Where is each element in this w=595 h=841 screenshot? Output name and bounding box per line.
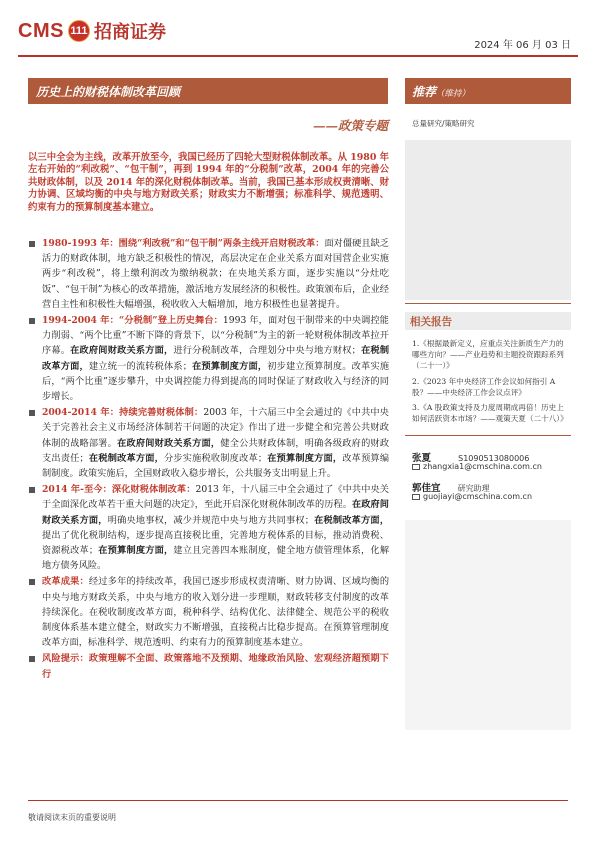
bullet-item	[28, 482, 389, 573]
logo-cms-text: CMS	[18, 19, 64, 42]
analysts-divider	[405, 435, 571, 436]
bullet-text: 进行分税制改革，合理划分中央与地方财权；	[173, 345, 361, 357]
bullet-emphasis: 在政府间财政关系方面，	[70, 345, 174, 357]
bullet-heading: 风险提示：政策理解不全面、政策落地不及预期、地缘政治风险、宏观经济超预期下行	[42, 653, 389, 680]
related-report-item[interactable]: 2.《2023 年中央经济工作会议如何指引 A 股？——中央经济工作会议点评》	[412, 376, 556, 397]
related-reports-title: 相关报告	[410, 316, 452, 328]
bullet-emphasis: 在政府间财政关系方面，	[117, 437, 221, 449]
analyst-id: S1090513080006	[458, 454, 530, 463]
bullet-emphasis: 在税制改革方面，	[313, 514, 390, 526]
bullet-text: 明确央地事权，减少并规范中央与地方共同事权；	[107, 514, 314, 526]
analyst-email[interactable]: guojiayi@cmschina.com.cn	[423, 492, 533, 501]
bullet-item	[28, 313, 389, 404]
bullet-text: 1993 年，面对包干制带来的中央调控能力削弱、“两个比重”不断下降的背景下，以“分税制”为主的新一轮财税体制改革拉开序幕。	[42, 315, 389, 357]
bullet-emphasis: 在税制改革方面，	[88, 452, 164, 464]
report-subtitle: ——政策专题	[312, 118, 388, 133]
report-date: 2024 年 06 月 03 日	[474, 40, 571, 51]
sidebar-divider	[405, 303, 571, 304]
bullet-text: 分步实施税收制度改革；	[164, 452, 268, 464]
bullet-emphasis: 在预算制度方面，	[98, 545, 174, 557]
bullet-text: 健全公共财政体制，明确各级政府的财政支出责任；	[42, 437, 390, 464]
bullet-text: 建立且完善四本账制度，健全地方债管理体系，化解地方债务风险。	[42, 545, 390, 572]
bullet-emphasis: 在政府间财政关系方面，	[42, 499, 389, 526]
email-icon	[412, 494, 420, 500]
bullet-text: 提出了优化税制结构，逐步提高直接税比重，完善地方税体系的目标，推动消费税、资源税改革；	[42, 529, 389, 557]
analyst-role: 研究助理	[457, 484, 490, 493]
bullet-text: 2003 年，十六届三中全会通过的《中共中央关于完善社会主义市场经济体制若干问题的决定》作出了进一步健全和完善公共财政体制的战略部署。	[42, 407, 389, 449]
report-category: 总量研究/策略研究	[412, 119, 475, 128]
footer-divider	[28, 800, 568, 801]
bullet-list	[28, 236, 389, 683]
analyst-1-email[interactable]	[412, 462, 542, 471]
related-reports-list	[412, 338, 568, 428]
sidebar-bottom-panel	[405, 520, 571, 730]
bullet-heading: 1980-1993 年：围绕“利改税”和“包干制”两条主线开启财税改革：	[42, 238, 325, 249]
bullet-text: 改革预算编制制度。政策实施后，全国财政收入稳步增长，公共服务支出明显上升。	[42, 452, 390, 480]
logo-cn-text: 招商证券	[93, 22, 166, 43]
report-title: 历史上的财税体制改革回顾	[36, 85, 181, 99]
header-divider	[18, 55, 578, 57]
footer-disclaimer: 敬请阅读末页的重要说明	[28, 813, 116, 822]
bullet-item	[28, 574, 389, 650]
summary-paragraph: 以三中全会为主线，改革开放至今，我国已经历了四轮大型财税体制改革。从 1980 年左右开始的“利改税”、“包干制”，再到 1994 年的“分税制”改革，2004 年的完善公共财政体制，以及 2014 年的深化财税体制改革。当前，我国已基本形成权责清晰、财力协调、区域均衡的中央与地方财政关系；财政实力不断增强；标准科学、规范透明、约束有力的预算制度基本建立。	[28, 152, 389, 213]
bullet-text: 2013 年，十八届三中全会通过了《中共中央关于全面深化改革若干重大问题的决定》，至此开启深化财税体制改革的历程。	[42, 484, 389, 511]
company-logo	[18, 18, 166, 44]
bullet-emphasis: 在预算制度方面，	[267, 452, 343, 464]
bullet-emphasis: 在税制改革方面，	[42, 345, 390, 372]
rating-label	[412, 83, 470, 100]
bullet-heading: 2004-2014 年：持续完善财税体制：	[42, 407, 204, 419]
bullet-text: 面对僵硬且缺乏活力的财政体制，地方缺乏积极性的情况，高层决定在企业关系方面对国营企业实施两步“利改税”，将上缴利润改为缴纳税款；在央地关系方面，逐步实施以“分灶吃饭”、“包干制”为核心的改革措施，激活地方发展经济的积极性。政策颁布后，企业经营自主性和积极性大幅增强，税收收入大幅增加，地方积极性也显著提升。	[42, 238, 389, 310]
bullet-text: 初步建立预算制度。改革实施后，“两个比重”逐步攀升，中央调控能力得到提高的同时保证了财政收入与经济的同步增长。	[42, 360, 390, 403]
related-report-item[interactable]: 3.《A 股政策支持及力度周期成再倍！历史上如何活跃资本市场？——观策天夏（二十八）》	[412, 403, 568, 424]
related-report-item[interactable]: 1.《根据最新定义，应重点关注新质生产力的哪些方向？——产业趋势和主题投资跟踪系列（二十一）》	[412, 339, 564, 371]
analyst-name: 张夏	[412, 453, 432, 464]
bullet-emphasis: 在预算制度方面，	[191, 360, 268, 372]
sidebar-panel	[405, 140, 571, 300]
analyst-name: 郭佳宜	[412, 483, 441, 494]
rating-sub: （维持）	[436, 89, 471, 99]
bullet-item	[28, 405, 389, 481]
rating-main: 推荐	[412, 85, 437, 99]
bullet-text: 经过多年的持续改革，我国已逐步形成权责清晰、财力协调、区域均衡的中央与地方财政关系，中央与地方的收入划分进一步理顺，财政转移支付制度的改革持续深化。在税收制度改革方面，税种科学、结构优化、法律健全、规范公平的税收制度体系基本建立健全，财政实力不断增强，直接税占比稳步提高。在预算管理制度改革方面，标准科学、规范透明、约束有力的预算制度基本建立。	[42, 576, 390, 649]
logo-badge-icon: 111	[68, 20, 90, 42]
bullet-heading: 1994-2004 年：“分税制”登上历史舞台：	[42, 315, 223, 327]
bullet-heading: 改革成果：	[42, 576, 89, 588]
email-icon	[412, 464, 420, 470]
bullet-heading: 2014 年-至今：深化财税体制改革：	[42, 484, 196, 496]
analyst-email[interactable]: zhangxia1@cmschina.com.cn	[423, 462, 542, 471]
bullet-text: 建立统一的流转税体系；	[88, 360, 192, 372]
bullet-item	[28, 651, 389, 681]
bullet-item	[28, 236, 389, 312]
analyst-2-email[interactable]	[412, 492, 532, 501]
